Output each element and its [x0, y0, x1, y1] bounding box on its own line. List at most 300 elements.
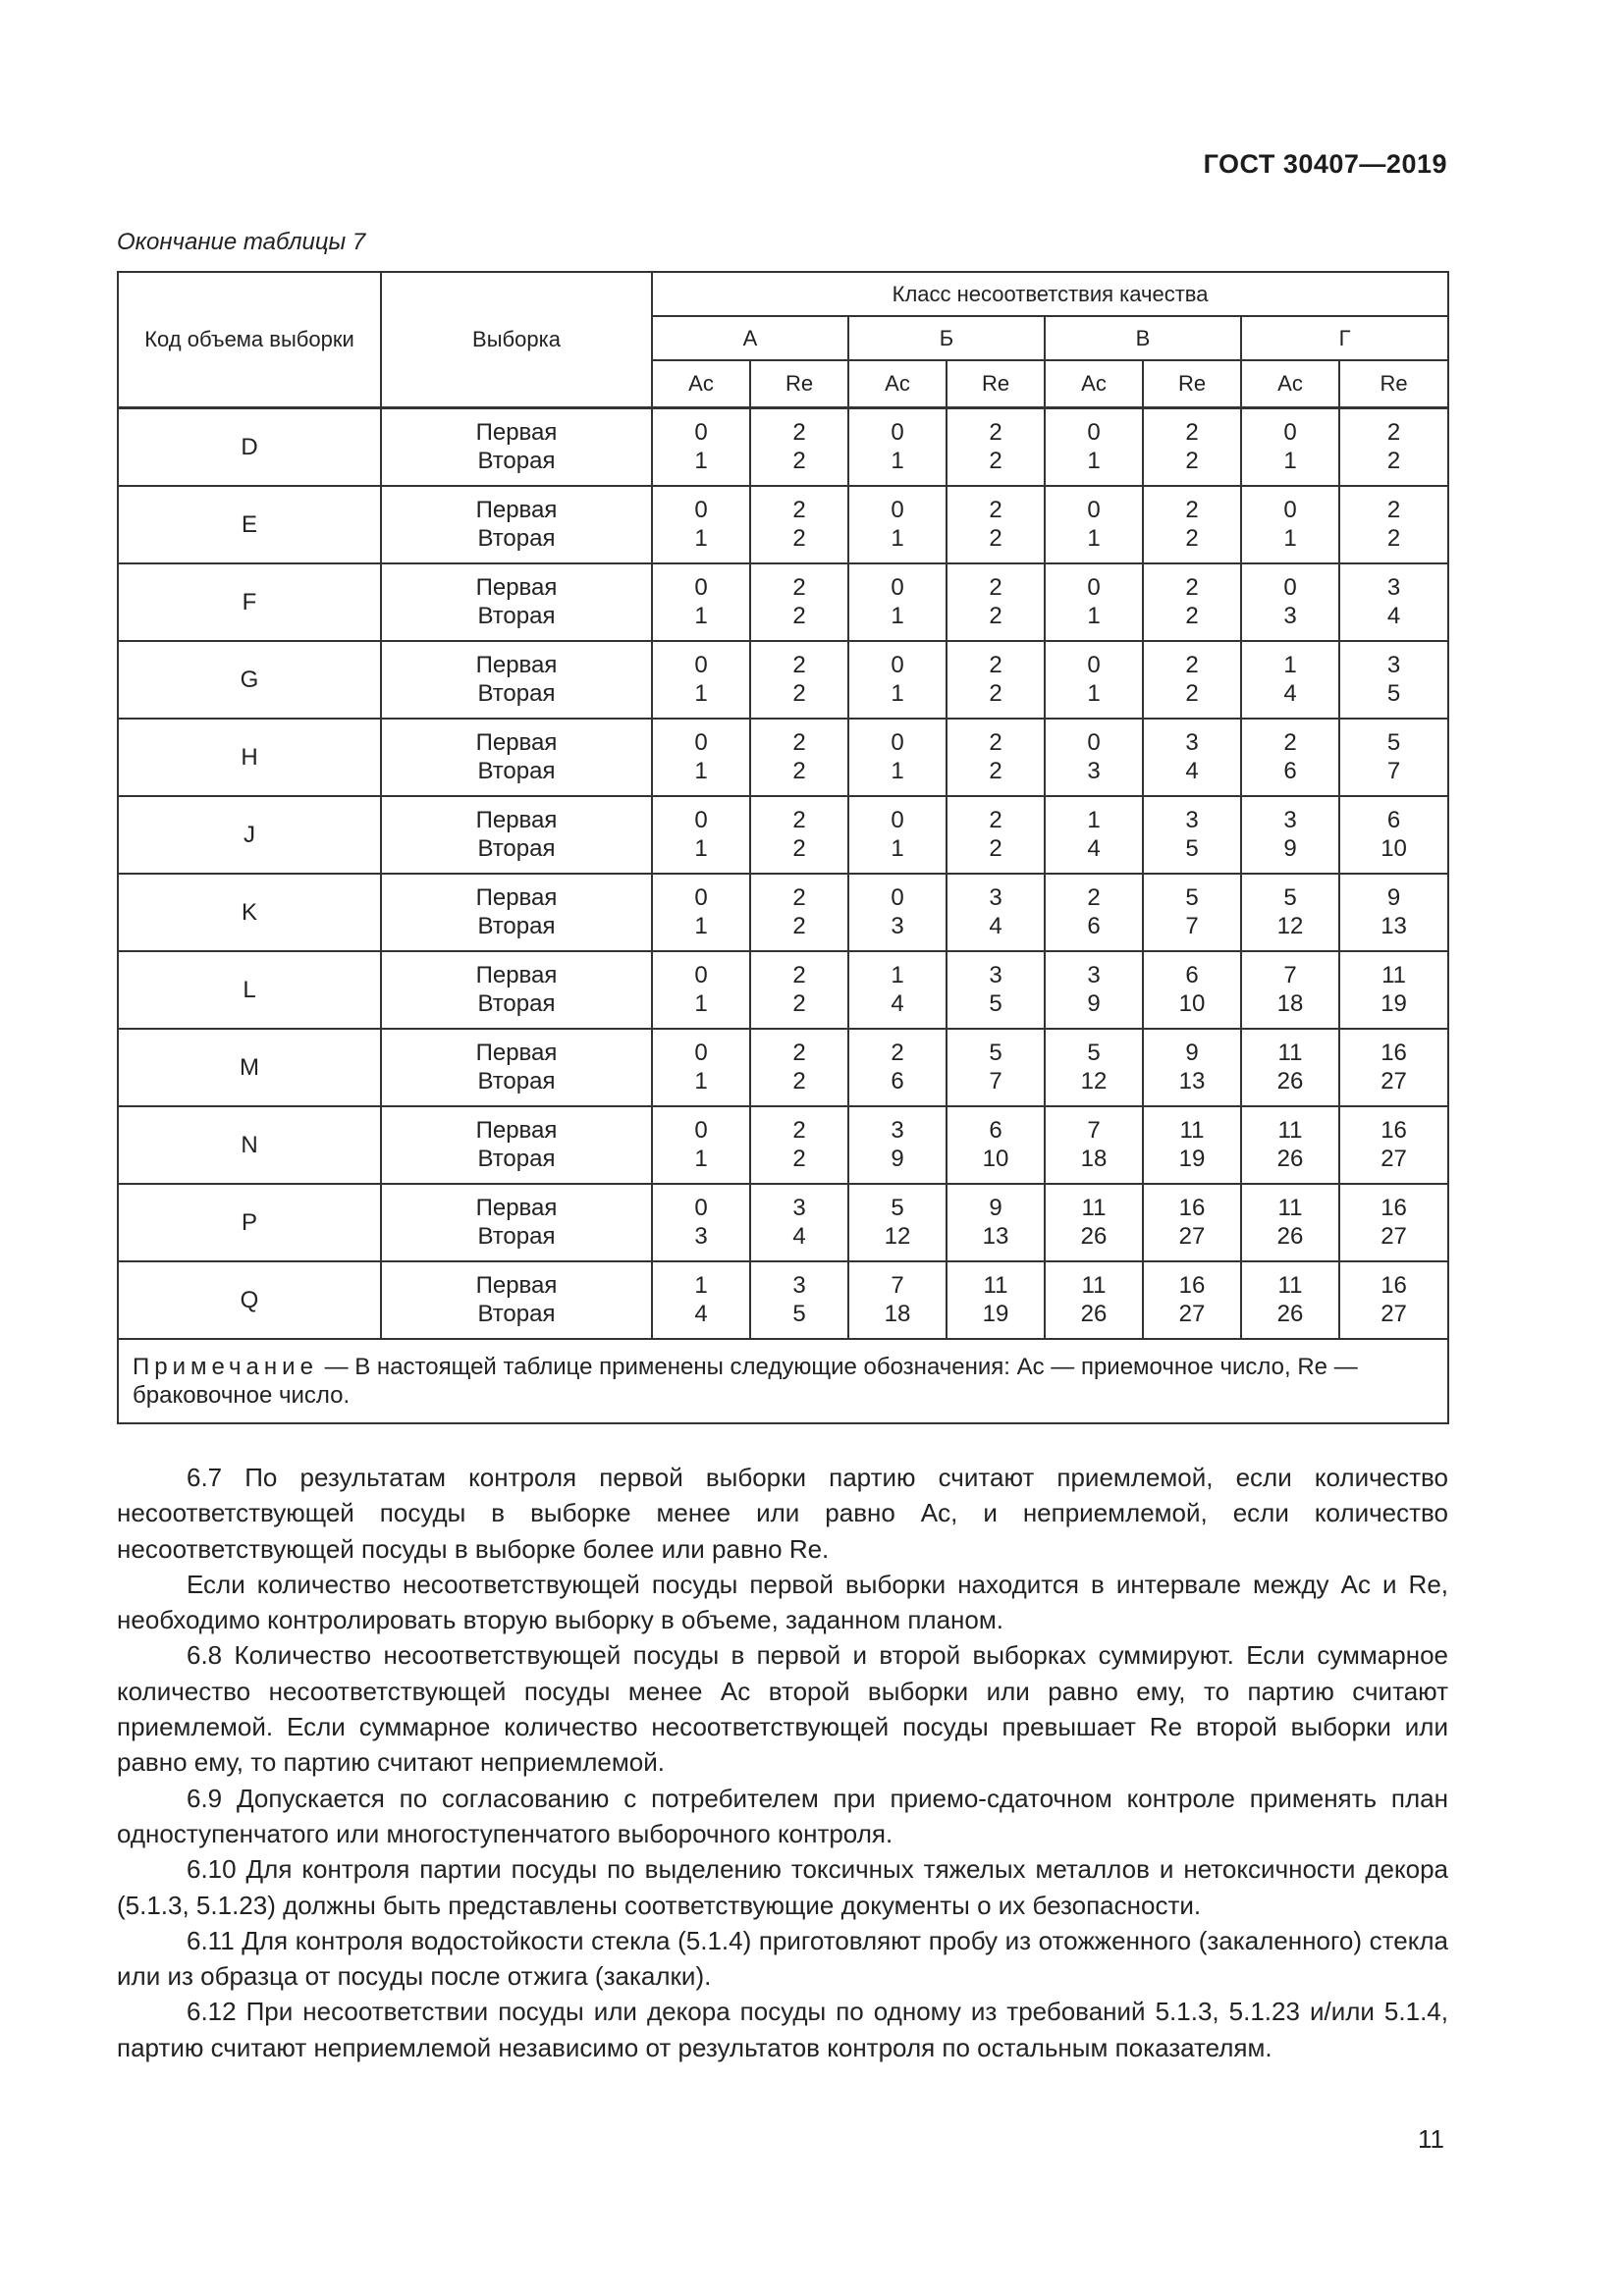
ac-cell [848, 1184, 947, 1261]
sample-first: Первая [475, 807, 558, 833]
ac-cell [848, 563, 947, 641]
value-first: 11 [1081, 1195, 1107, 1221]
value-second: 1 [1283, 525, 1297, 552]
ac-cell [1045, 1261, 1143, 1339]
value-second: 2 [989, 448, 1002, 474]
value-second: 2 [792, 603, 806, 629]
value-second: 2 [792, 680, 806, 707]
value-second: 10 [1178, 990, 1206, 1017]
table-row [118, 951, 1448, 1029]
value-first: 0 [694, 884, 708, 911]
table-row [118, 407, 1448, 486]
table-row [118, 1029, 1448, 1106]
value-second: 5 [1386, 680, 1401, 707]
value-first: 0 [694, 574, 708, 601]
value-first: 9 [989, 1195, 1002, 1221]
header-class-v: В [1045, 316, 1241, 360]
value-first: 2 [989, 807, 1002, 833]
re-cell [750, 1261, 848, 1339]
value-first: 0 [1087, 652, 1101, 678]
value-first: 0 [891, 574, 904, 601]
value-first: 3 [1283, 807, 1297, 833]
body-text [117, 1460, 1448, 2065]
header-re: Re [1339, 360, 1448, 407]
row-sample [381, 951, 652, 1029]
ac-cell [1241, 1184, 1339, 1261]
value-second: 5 [792, 1301, 806, 1327]
value-second: 2 [1386, 448, 1401, 474]
value-first: 16 [1380, 1117, 1407, 1144]
value-first: 2 [792, 1117, 806, 1144]
value-first: 9 [1185, 1040, 1199, 1066]
table-note-row [118, 1339, 1448, 1423]
value-second: 2 [1185, 525, 1199, 552]
row-sample [381, 641, 652, 719]
value-first: 0 [891, 729, 904, 756]
value-second: 26 [1080, 1223, 1108, 1250]
sample-second: Вторая [477, 448, 556, 474]
row-code: G [118, 641, 381, 719]
value-first: 3 [792, 1195, 806, 1221]
value-first: 11 [1081, 1272, 1107, 1299]
value-second: 2 [989, 680, 1002, 707]
value-first: 5 [1283, 884, 1297, 911]
sample-second: Вторая [477, 1301, 556, 1327]
value-second: 26 [1080, 1301, 1108, 1327]
value-second: 1 [694, 448, 708, 474]
value-first: 0 [694, 729, 708, 756]
value-first: 7 [1087, 1117, 1101, 1144]
ac-cell [848, 951, 947, 1029]
re-cell [1339, 641, 1448, 719]
value-first: 2 [989, 419, 1002, 446]
value-first: 2 [989, 497, 1002, 523]
ac-cell [652, 563, 750, 641]
value-first: 2 [1386, 419, 1401, 446]
header-code: Код объема выборки [118, 272, 381, 407]
value-second: 19 [1178, 1146, 1206, 1172]
ac-cell [1045, 486, 1143, 563]
value-second: 1 [694, 603, 708, 629]
value-second: 4 [792, 1223, 806, 1250]
value-second: 1 [694, 758, 708, 784]
header-re: Re [947, 360, 1045, 407]
value-first: 3 [1087, 962, 1101, 988]
value-second: 7 [989, 1068, 1002, 1095]
value-second: 1 [891, 758, 904, 784]
row-code: L [118, 951, 381, 1029]
paragraph: 6.7 По результатам контроля первой выборки партию считают приемлемой, если количество несоответствующей посуды в выборке менее или равно Ac, и неприемлемой, если количество несоответствующей посуды в выборке более или равно Re. [117, 1463, 1448, 1564]
row-sample [381, 796, 652, 874]
ac-cell [1045, 407, 1143, 486]
value-second: 4 [1386, 603, 1401, 629]
value-first: 0 [694, 1195, 708, 1221]
value-second: 1 [694, 525, 708, 552]
value-first: 2 [989, 652, 1002, 678]
ac-cell [652, 1184, 750, 1261]
re-cell [1339, 719, 1448, 796]
re-cell [1339, 874, 1448, 951]
re-cell [947, 719, 1045, 796]
re-cell [1339, 407, 1448, 486]
value-second: 3 [694, 1223, 708, 1250]
re-cell [947, 486, 1045, 563]
value-first: 2 [792, 652, 806, 678]
value-second: 12 [884, 1223, 911, 1250]
value-first: 7 [1283, 962, 1297, 988]
value-first: 3 [989, 962, 1002, 988]
value-first: 0 [694, 652, 708, 678]
table-row [118, 563, 1448, 641]
re-cell [1143, 486, 1241, 563]
value-first: 0 [1283, 574, 1297, 601]
value-first: 2 [792, 729, 806, 756]
value-second: 2 [792, 1146, 806, 1172]
ac-cell [1241, 796, 1339, 874]
value-first: 0 [1283, 419, 1297, 446]
value-first: 0 [694, 497, 708, 523]
value-second: 9 [1087, 990, 1101, 1017]
re-cell [1143, 1106, 1241, 1184]
re-cell [947, 641, 1045, 719]
header-class-group: Класс несоответствия качества [652, 272, 1448, 316]
value-second: 2 [1185, 448, 1199, 474]
re-cell [1143, 641, 1241, 719]
ac-cell [652, 641, 750, 719]
re-cell [1339, 1029, 1448, 1106]
sample-second: Вторая [477, 1223, 556, 1250]
value-second: 6 [1283, 758, 1297, 784]
ac-cell [1241, 1261, 1339, 1339]
value-first: 2 [1185, 652, 1199, 678]
value-first: 11 [1277, 1040, 1303, 1066]
value-second: 19 [1380, 990, 1407, 1017]
value-first: 2 [792, 419, 806, 446]
sample-second: Вторая [477, 1068, 556, 1095]
re-cell [750, 641, 848, 719]
ac-cell [1045, 951, 1143, 1029]
value-second: 27 [1380, 1146, 1407, 1172]
sample-second: Вторая [477, 990, 556, 1017]
value-second: 4 [694, 1301, 708, 1327]
re-cell [1143, 407, 1241, 486]
header-sample: Выборка [381, 272, 652, 407]
ac-cell [652, 486, 750, 563]
value-second: 19 [982, 1301, 1009, 1327]
header-class-a: А [652, 316, 848, 360]
value-second: 4 [989, 913, 1002, 939]
header-ac: Ac [1045, 360, 1143, 407]
re-cell [1143, 1184, 1241, 1261]
value-first: 0 [891, 807, 904, 833]
paragraph: 6.10 Для контроля партии посуды по выделению токсичных тяжелых металлов и нетоксичности декора (5.1.3, 5.1.23) должны быть представлены соответствующие документы о их безопасности. [117, 1854, 1448, 1920]
value-first: 16 [1178, 1195, 1206, 1221]
value-first: 0 [891, 497, 904, 523]
ac-cell [1045, 796, 1143, 874]
row-sample [381, 719, 652, 796]
value-second: 27 [1380, 1301, 1407, 1327]
value-first: 0 [694, 962, 708, 988]
value-first: 2 [1185, 497, 1199, 523]
ac-cell [1241, 1106, 1339, 1184]
value-first: 2 [792, 1040, 806, 1066]
value-second: 13 [1380, 913, 1407, 939]
table-row [118, 486, 1448, 563]
value-first: 2 [891, 1040, 904, 1066]
value-first: 16 [1380, 1195, 1407, 1221]
ac-cell [1241, 486, 1339, 563]
re-cell [947, 951, 1045, 1029]
header-ac: Ac [848, 360, 947, 407]
value-second: 6 [891, 1068, 904, 1095]
value-second: 2 [989, 525, 1002, 552]
value-second: 18 [1080, 1146, 1108, 1172]
row-code: D [118, 407, 381, 486]
value-second: 2 [1386, 525, 1401, 552]
row-code: H [118, 719, 381, 796]
re-cell [947, 1261, 1045, 1339]
value-second: 4 [1283, 680, 1297, 707]
value-first: 3 [1386, 652, 1401, 678]
header-re: Re [1143, 360, 1241, 407]
row-code: M [118, 1029, 381, 1106]
value-second: 9 [1283, 835, 1297, 862]
paragraph: 6.12 При несоответствии посуды или декора посуды по одному из требований 5.1.3, 5.1.23 и/или 5.1.4, партию считают неприемлемой независимо от результатов контроля по остальным показателям. [117, 1997, 1448, 2062]
sample-second: Вторая [477, 680, 556, 707]
row-code: E [118, 486, 381, 563]
ac-cell [848, 1029, 947, 1106]
value-first: 3 [891, 1117, 904, 1144]
re-cell [750, 874, 848, 951]
sample-first: Первая [475, 652, 558, 678]
ac-cell [1241, 874, 1339, 951]
value-second: 1 [694, 1146, 708, 1172]
value-second: 2 [792, 525, 806, 552]
re-cell [947, 1029, 1045, 1106]
ac-cell [652, 796, 750, 874]
re-cell [750, 796, 848, 874]
re-cell [750, 563, 848, 641]
header-ac: Ac [652, 360, 750, 407]
re-cell [1143, 719, 1241, 796]
sample-first: Первая [475, 574, 558, 601]
row-sample [381, 1184, 652, 1261]
table-caption: Окончание таблицы 7 [117, 229, 366, 255]
value-second: 13 [1178, 1068, 1206, 1095]
value-second: 1 [1087, 525, 1101, 552]
row-sample [381, 486, 652, 563]
ac-cell [652, 1261, 750, 1339]
value-first: 0 [891, 419, 904, 446]
ac-cell [1045, 874, 1143, 951]
value-first: 3 [1386, 574, 1401, 601]
value-second: 4 [891, 990, 904, 1017]
value-second: 1 [891, 448, 904, 474]
value-first: 0 [694, 807, 708, 833]
re-cell [1143, 951, 1241, 1029]
value-first: 2 [1386, 497, 1401, 523]
sample-first: Первая [475, 1195, 558, 1221]
paragraph: 6.11 Для контроля водостойкости стекла (5.1.4) приготовляют пробу из отожженного (закаленного) стекла или из образца от посуды после отжига (закалки). [117, 1925, 1448, 1992]
value-first: 0 [1087, 729, 1101, 756]
value-first: 9 [1386, 884, 1401, 911]
value-first: 1 [694, 1272, 708, 1299]
row-sample [381, 1261, 652, 1339]
value-first: 2 [1283, 729, 1297, 756]
value-second: 26 [1276, 1146, 1304, 1172]
value-first: 11 [1277, 1117, 1303, 1144]
sample-second: Вторая [477, 603, 556, 629]
value-first: 5 [1386, 729, 1401, 756]
row-sample [381, 874, 652, 951]
sample-first: Первая [475, 1272, 558, 1299]
re-cell [1339, 1184, 1448, 1261]
value-first: 1 [891, 962, 904, 988]
re-cell [750, 1106, 848, 1184]
value-second: 2 [989, 835, 1002, 862]
paragraph: Если количество несоответствующей посуды первой выборки находится в интервале между Ac и Re, необходимо контролировать вторую выборку в объеме, заданном планом. [117, 1569, 1448, 1635]
value-first: 11 [1381, 962, 1407, 988]
ac-cell [848, 486, 947, 563]
value-second: 5 [1185, 835, 1199, 862]
value-second: 1 [1087, 603, 1101, 629]
value-first: 2 [792, 884, 806, 911]
sample-first: Первая [475, 497, 558, 523]
value-second: 27 [1178, 1223, 1206, 1250]
sample-first: Первая [475, 1117, 558, 1144]
value-first: 3 [1185, 807, 1199, 833]
value-second: 2 [989, 758, 1002, 784]
re-cell [1339, 796, 1448, 874]
value-second: 3 [891, 913, 904, 939]
row-code: Q [118, 1261, 381, 1339]
row-sample [381, 1106, 652, 1184]
value-first: 16 [1380, 1272, 1407, 1299]
value-first: 2 [1185, 574, 1199, 601]
value-second: 1 [891, 525, 904, 552]
ac-cell [1045, 719, 1143, 796]
ac-cell [652, 1106, 750, 1184]
table-body [118, 407, 1448, 1423]
re-cell [1143, 796, 1241, 874]
table-row [118, 719, 1448, 796]
ac-cell [1241, 719, 1339, 796]
value-second: 26 [1276, 1223, 1304, 1250]
value-second: 4 [1185, 758, 1199, 784]
ac-cell [652, 719, 750, 796]
sample-second: Вторая [477, 1146, 556, 1172]
note-label: Примечание [133, 1353, 318, 1380]
ac-cell [1045, 1184, 1143, 1261]
ac-cell [1241, 641, 1339, 719]
acceptance-table [117, 271, 1449, 1424]
value-first: 2 [792, 497, 806, 523]
value-first: 5 [1185, 884, 1199, 911]
value-second: 2 [792, 835, 806, 862]
re-cell [947, 874, 1045, 951]
re-cell [750, 1029, 848, 1106]
value-second: 2 [1185, 680, 1199, 707]
value-first: 2 [989, 729, 1002, 756]
re-cell [1339, 486, 1448, 563]
value-second: 1 [1087, 448, 1101, 474]
value-first: 2 [792, 574, 806, 601]
re-cell [1339, 563, 1448, 641]
value-second: 1 [694, 990, 708, 1017]
ac-cell [652, 1029, 750, 1106]
value-second: 1 [1283, 448, 1297, 474]
ac-cell [848, 407, 947, 486]
ac-cell [848, 641, 947, 719]
ac-cell [652, 874, 750, 951]
header-class-g: Г [1241, 316, 1448, 360]
re-cell [1143, 1029, 1241, 1106]
value-second: 13 [982, 1223, 1009, 1250]
value-second: 26 [1276, 1301, 1304, 1327]
re-cell [750, 1184, 848, 1261]
ac-cell [1045, 563, 1143, 641]
value-second: 1 [694, 1068, 708, 1095]
ac-cell [1241, 951, 1339, 1029]
row-code: P [118, 1184, 381, 1261]
value-second: 5 [989, 990, 1002, 1017]
paragraph: 6.8 Количество несоответствующей посуды в первой и второй выборках суммируют. Если суммарное количество несоответствующей посуды менее Ac второй выборки или равно ему, то партию считают приемлемой. Если суммарное количество несоответствующей посуды превышает Re второй выборки или равно ему, то партию считают неприемлемой. [117, 1640, 1448, 1778]
sample-second: Вторая [477, 835, 556, 862]
re-cell [750, 719, 848, 796]
row-sample [381, 1029, 652, 1106]
value-second: 7 [1386, 758, 1401, 784]
value-first: 16 [1178, 1272, 1206, 1299]
value-second: 1 [694, 680, 708, 707]
ac-cell [1241, 407, 1339, 486]
value-second: 3 [1087, 758, 1101, 784]
re-cell [1339, 1106, 1448, 1184]
re-cell [750, 407, 848, 486]
value-first: 0 [891, 884, 904, 911]
value-first: 1 [1283, 652, 1297, 678]
note-text: — В настоящей таблице применены следующие обозначения: Ac — приемочное число, Re — браковочное число. [133, 1353, 1358, 1409]
value-second: 2 [989, 603, 1002, 629]
ac-cell [1045, 1106, 1143, 1184]
value-first: 0 [694, 419, 708, 446]
value-first: 7 [891, 1272, 904, 1299]
re-cell [1339, 951, 1448, 1029]
value-second: 9 [891, 1146, 904, 1172]
value-second: 10 [1380, 835, 1407, 862]
value-first: 16 [1380, 1040, 1407, 1066]
value-second: 1 [694, 913, 708, 939]
value-first: 5 [891, 1195, 904, 1221]
header-ac: Ac [1241, 360, 1339, 407]
value-second: 2 [1185, 603, 1199, 629]
table-row [118, 796, 1448, 874]
sample-first: Первая [475, 729, 558, 756]
sample-second: Вторая [477, 525, 556, 552]
ac-cell [848, 719, 947, 796]
sample-first: Первая [475, 962, 558, 988]
value-second: 2 [792, 758, 806, 784]
re-cell [1143, 1261, 1241, 1339]
value-first: 2 [989, 574, 1002, 601]
value-first: 0 [694, 1117, 708, 1144]
value-first: 3 [792, 1272, 806, 1299]
value-first: 0 [1087, 574, 1101, 601]
ac-cell [848, 874, 947, 951]
ac-cell [1241, 1029, 1339, 1106]
value-first: 2 [792, 962, 806, 988]
value-second: 27 [1380, 1068, 1407, 1095]
header-class-b: Б [848, 316, 1045, 360]
